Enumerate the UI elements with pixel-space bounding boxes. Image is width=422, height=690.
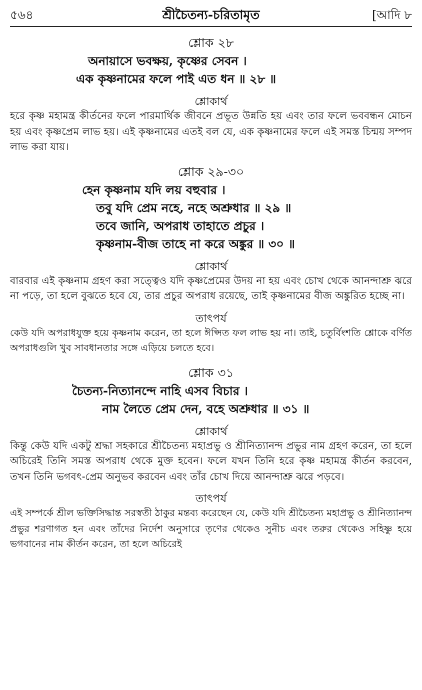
purport-heading: তাৎপর্য (195, 311, 227, 325)
page-header (10, 6, 412, 27)
purport-paragraph: এই সম্পর্কে শ্রীল ভক্তিসিদ্ধান্ত সরস্বতী ঠাকুর মন্তব্য করেছেন যে, কেউ যদি শ্রীচৈতন্য মহাপ্রভু ও শ্রীনিত্যানন্দ প্রভুর শরণাগত হন এবং তাঁদের নির্দেশ অনুসারে তৃণের থেকেও সুনীচ এবং তরুর থেকেও সহিষ্ণু হয়ে ভগবানের নাম কীর্তন করেন, তা হলে অচিরেই (10, 508, 412, 550)
verse-line: কৃষ্ণনাম-বীজ তাহে না করে অঙ্কুর ॥ ৩০ ॥ (96, 236, 295, 251)
verse-line: চৈতন্য-নিত্যানন্দে নাহি এসব বিচার । (72, 383, 248, 398)
verse-line: হেন কৃষ্ণনাম যদি লয় বহুবার । (82, 182, 226, 197)
verse-line: নাম লৈতে প্রেম দেন, বহে অশ্রুধার ॥ ৩১ ॥ (102, 401, 310, 416)
verse-number-28: শ্লোক ২৮ (188, 35, 234, 50)
purport-heading: তাৎপর্য (195, 492, 227, 505)
verse-number-29-30: শ্লোক ২৯-৩০ (177, 163, 245, 179)
running-title: শ্রীচৈতন্য-চরিতামৃত (162, 7, 260, 22)
purport-paragraph: কেউ যদি অপরাধযুক্ত হয়ে কৃষ্ণনাম করেন, তা হলে ঈপ্সিত ফল লাভ হয় না। তাই, চতুর্বিংশতি শ্লোকে বর্ণিত অপরাধগুলি খুব সাবধানতার সঙ্গে এড়িয়ে চলতে হবে। (10, 327, 412, 354)
verse-line: এক কৃষ্ণনামের ফলে পাই এত ধন ॥ ২৮ ॥ (76, 72, 277, 86)
translation-heading: শ্লোকার্থ (194, 424, 228, 438)
verse-line: অনায়াসে ভবক্ষয়, কৃষ্ণের সেবন । (88, 54, 247, 68)
translation-paragraph: হরে কৃষ্ণ মহামন্ত্র কীর্তনের ফলে পারমার্থিক জীবনে প্রভূত উন্নতি হয় এবং তার ফলে ভববন্ধন মোচন হয় এবং কৃষ্ণপ্রেম লাভ হয়। এই কৃষ্ণনামের এতই বল যে, এক কৃষ্ণনামের ফলে এই সমস্ত চিন্ময় সম্পদ লাভ করা যায়। (10, 111, 412, 153)
verse-line: তবে জানি, অপরাধ তাহাতে প্রচুর । (96, 218, 265, 233)
verse-line: তবু যদি প্রেম নহে, নহে অশ্রুধার ॥ ২৯ ॥ (96, 200, 292, 215)
page-number: ৫৬৪ (10, 8, 34, 22)
translation-heading: শ্লোকার্থ (194, 259, 228, 273)
translation-paragraph: বারবার এই কৃষ্ণনাম গ্রহণ করা সত্ত্বেও যদি কৃষ্ণপ্রেমের উদয় না হয় এবং চোখ থেকে আনন্দাশ্রু ঝরে না পড়ে, তা হলে বুঝতে হবে যে, তার প্রচুর অপরাধ রয়েছে, তাই কৃষ্ণনামের বীজ অঙ্কুরিত হচ্ছে না। (10, 275, 412, 302)
translation-paragraph: কিন্তু কেউ যদি একটু শ্রদ্ধা সহকারে শ্রীচৈতন্য মহাপ্রভু ও শ্রীনিত্যানন্দ প্রভুর নাম গ্রহণ করেন, তা হলে অচিরেই তিনি সমস্ত অপরাধ থেকে মুক্ত হবেন। ফলে যখন তিনি হরে কৃষ্ণ মহামন্ত্র কীর্তন করবেন, তখন তিনি ভগবৎ-প্রেম অনুভব করবেন এবং তাঁর চোখ দিয়ে আনন্দাশ্রু ঝরে পড়বে। (10, 440, 412, 483)
chapter-label: [আদি ৮ (371, 8, 412, 22)
translation-heading: শ্লোকার্থ (194, 95, 228, 108)
verse-number-31: শ্লোক ৩১ (188, 364, 234, 380)
